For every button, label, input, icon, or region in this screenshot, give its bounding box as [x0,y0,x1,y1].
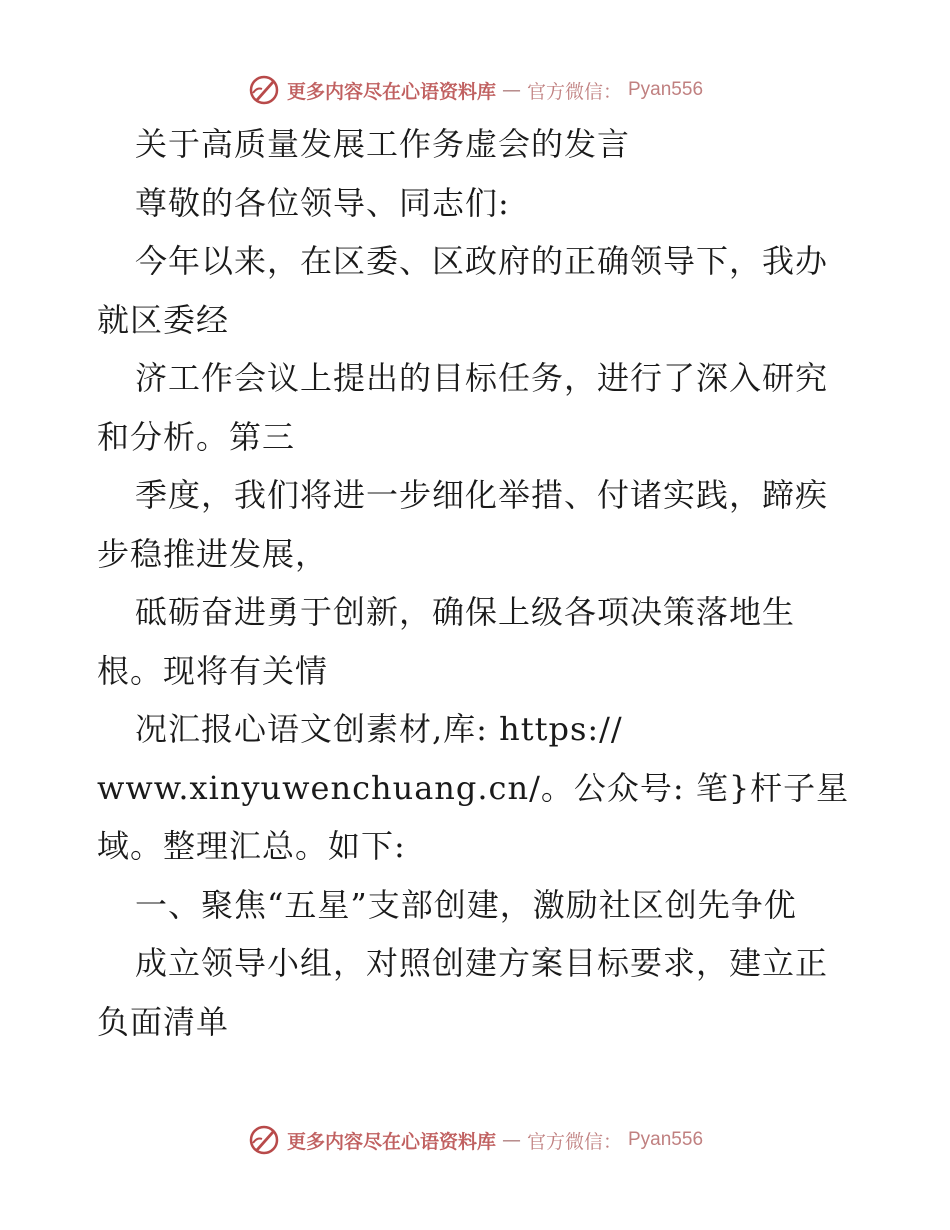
quill-pen-logo-icon [247,1123,281,1157]
watermark-wechat-handle: Pyan556 [628,79,704,100]
document-body [97,115,857,1051]
watermark-wechat-handle: Pyan556 [628,1129,704,1150]
footer-watermark [0,1120,950,1160]
watermark-brand: 更多内容尽在心语资料库 [286,80,496,103]
document-line: 况汇报心语文创素材,库: https:// [135,710,623,748]
document-line: 域。整理汇总。如下: [97,827,406,865]
header-watermark [0,70,950,110]
document-line: 和分析。第三 [97,417,296,456]
document-line: www.xinyuwenchuang.cn/。公众号: 笔}杆子星 [97,768,850,807]
document-line: 成立领导小组，对照创建方案目标要求，建立正 [135,944,829,982]
document-line: 步稳推进发展， [97,534,329,573]
document-line: 负面清单 [97,1002,230,1041]
document-line: 根。现将有关情 [97,651,329,690]
document-line: 今年以来，在区委、区政府的正确领导下，我办 [135,242,829,280]
watermark-separator: — [501,79,521,101]
quill-pen-logo-icon [247,73,281,107]
document-line: 砥砺奋进勇于创新，确保上级各项决策落地生 [135,593,796,631]
watermark-contact-label: 官方微信： [526,1130,622,1153]
document-line: 尊敬的各位领导、同志们: [135,183,510,222]
watermark-separator: — [501,1129,521,1151]
document-line: 济工作会议上提出的目标任务，进行了深入研究 [135,359,829,397]
document-line: 就区委经 [97,300,230,339]
document-line: 一、聚焦“五星”支部创建，激励社区创先争优 [135,885,797,924]
document-line: 季度，我们将进一步细化举措、付诸实践，蹄疾 [135,476,829,514]
document-line: 关于高质量发展工作务虚会的发言 [135,125,631,163]
watermark-contact-label: 官方微信： [526,80,622,103]
watermark-brand: 更多内容尽在心语资料库 [286,1130,496,1153]
